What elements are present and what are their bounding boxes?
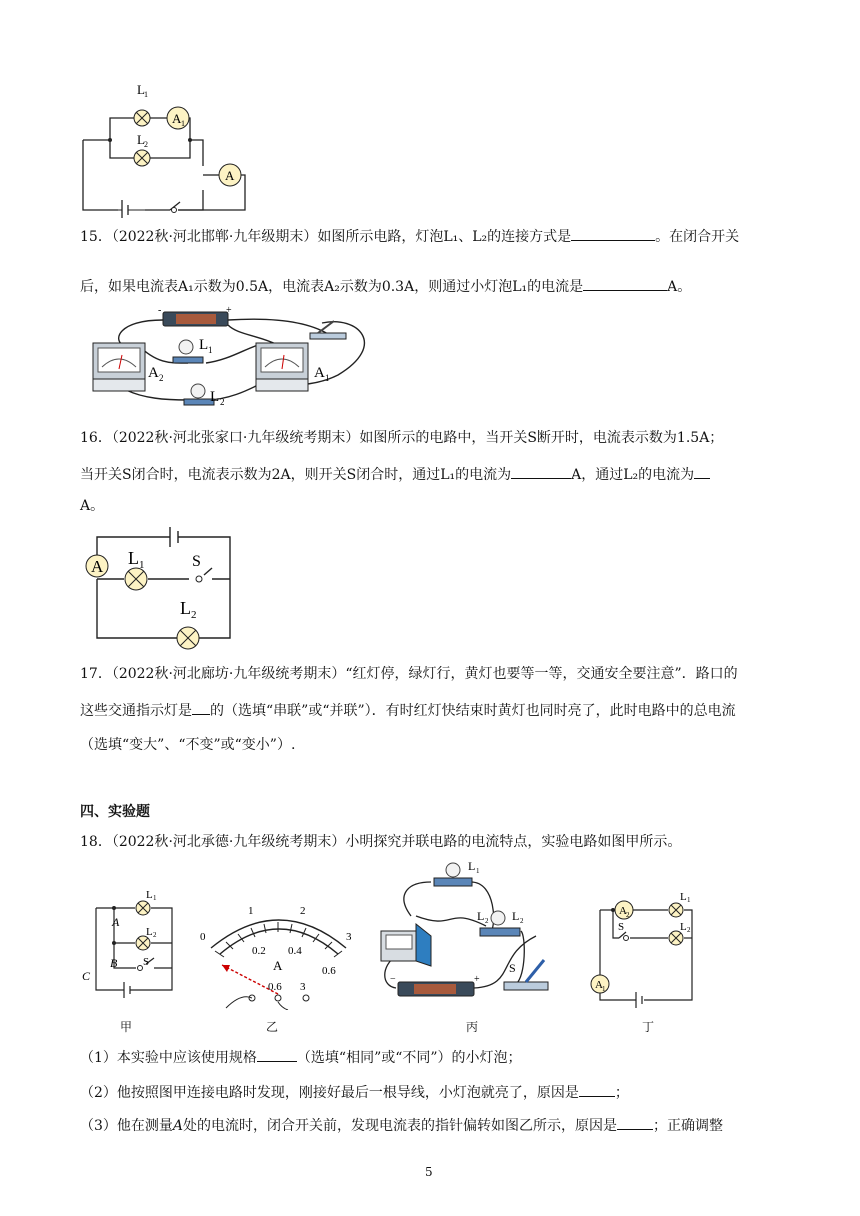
caption-jia: 甲 (120, 1020, 133, 1034)
svg-text:1: 1 (476, 867, 480, 875)
svg-text:S: S (143, 956, 150, 968)
svg-text:L: L (512, 909, 520, 923)
page-number: 5 (425, 1165, 433, 1179)
caption-ding: 丁 (642, 1020, 655, 1034)
top-a-label: A (225, 168, 235, 183)
q18-blank-1[interactable] (257, 1047, 297, 1062)
lamp-l1-symbol (134, 110, 150, 126)
svg-text:L: L (680, 891, 687, 903)
q17-line3: （选填“变大”、“不变”或“变小”）. (80, 737, 296, 753)
svg-text:A: A (273, 958, 283, 973)
svg-text:A: A (112, 915, 120, 929)
q18-sub2: （2）他按照图甲连接电路时发现，刚接好最后一根导线，小灯泡就亮了，原因是 ； (80, 1082, 629, 1103)
figure-jia (80, 888, 180, 1006)
q15-line1: 15．（2022秋·河北邯郸·九年级期末）如图所示电路，灯泡L₁、L₂的连接方式是 。在闭合开关 (80, 226, 739, 247)
svg-text:2: 2 (687, 926, 691, 934)
q16-line2: 当开关S闭合时，电流表示数为2A，则开关S闭合时，通过L₁的电流为 A，通过L₂的电流为 (80, 464, 710, 485)
svg-text:0.6: 0.6 (268, 981, 282, 993)
svg-text:L: L (146, 926, 153, 938)
q18-blank-2[interactable] (579, 1082, 615, 1097)
caption-yi: 乙 (266, 1020, 279, 1034)
q16-l2-label: L (180, 598, 191, 618)
q15-line2: 后，如果电流表A₁示数为0.5A，电流表A₂示数为0.3A，则通过小灯泡L₁的电流是 A。 (80, 276, 691, 297)
svg-text:1: 1 (325, 373, 330, 383)
svg-text:0: 0 (200, 931, 206, 943)
svg-text:B: B (110, 956, 118, 970)
svg-text:−: − (390, 974, 396, 985)
svg-text:-: - (158, 305, 162, 316)
q18-blank-3[interactable] (617, 1115, 653, 1130)
lamp-l2-symbol (134, 150, 150, 166)
svg-text:0.4: 0.4 (288, 945, 302, 957)
svg-text:1: 1 (144, 90, 148, 99)
svg-text:1: 1 (181, 119, 185, 128)
svg-text:S: S (618, 921, 625, 933)
svg-text:2: 2 (153, 931, 157, 939)
ammeter (381, 924, 431, 966)
q16-blank-2[interactable] (694, 464, 710, 479)
svg-text:3: 3 (300, 981, 306, 993)
q15-l1-label: L (199, 337, 209, 353)
svg-text:2: 2 (220, 397, 225, 407)
svg-text:L: L (680, 921, 687, 933)
svg-text:1: 1 (602, 985, 606, 993)
svg-text:3: 3 (346, 931, 352, 943)
q18-sub1: （1）本实验中应该使用规格 （选填“相同”或“不同”）的小灯泡； (80, 1047, 522, 1068)
svg-text:A: A (619, 905, 627, 917)
svg-text:1: 1 (139, 559, 145, 571)
battery-pack (390, 974, 480, 996)
svg-text:A: A (595, 979, 603, 991)
svg-text:S: S (509, 961, 516, 975)
q15-l2-label: L (210, 389, 220, 405)
svg-text:0.6: 0.6 (322, 965, 336, 977)
q17-line1: 17．（2022秋·河北廊坊·九年级统考期末）“红灯停，绿灯行，黄灯也要等一等，交通安全要注意”．路口的 (80, 666, 738, 682)
bulb-l1 (434, 863, 472, 886)
q18-sub3: （3）他在测量A处的电流时，闭合开关前，发现电流表的指针偏转如图乙所示，原因是 ；正确调整 (80, 1115, 723, 1136)
q16-blank-1[interactable] (511, 464, 571, 479)
switch-knife (310, 321, 346, 339)
svg-text:1: 1 (687, 896, 691, 904)
svg-text:+: + (474, 974, 480, 985)
svg-text:2: 2 (520, 917, 524, 925)
q17-line2: 这些交通指示灯是 的（选填“串联”或“并联”）．有时红灯快结束时黄灯也同时亮了，此时电路中的总电流 (80, 700, 736, 721)
svg-text:2: 2 (191, 609, 197, 621)
top-l1-label: L (137, 82, 145, 97)
q16-s-label: S (192, 553, 201, 570)
q15-blank-2[interactable] (583, 276, 667, 291)
q17-blank-1[interactable] (192, 700, 210, 715)
ammeter-a1 (256, 343, 308, 391)
q16-a-label: A (91, 557, 104, 576)
figure-yi-ammeter-dial (196, 898, 362, 1010)
svg-text:0.2: 0.2 (252, 945, 266, 957)
caption-bing: 丙 (466, 1020, 479, 1034)
svg-text:2: 2 (159, 373, 164, 383)
figure-q16-circuit (82, 520, 242, 650)
top-l2-label: L (137, 132, 145, 147)
svg-text:1: 1 (248, 905, 254, 917)
ammeter-a2 (93, 343, 145, 391)
svg-text:L: L (146, 889, 153, 901)
svg-text:+: + (226, 305, 232, 316)
svg-text:2: 2 (300, 905, 306, 917)
svg-text:L: L (477, 909, 485, 923)
q16-l1-label: L (128, 548, 139, 568)
svg-text:2: 2 (626, 911, 630, 919)
svg-text:2: 2 (144, 140, 148, 149)
svg-text:2: 2 (485, 917, 489, 925)
q15-blank-1[interactable] (571, 226, 655, 241)
svg-text:C: C (82, 969, 91, 983)
figure-q14-circuit (70, 78, 260, 218)
q18-intro: 18．（2022秋·河北承德·九年级统考期末）小明探究并联电路的电流特点，实验电路如图甲所示。 (80, 834, 682, 850)
figure-q15-physical-circuit (78, 305, 378, 415)
battery-pack (158, 305, 232, 326)
section-heading: 四、实验题 (80, 804, 150, 820)
q15-a1-label: A (314, 365, 325, 381)
figure-ding (588, 890, 708, 1010)
top-a1-label: A (172, 111, 182, 126)
q16-line1: 16．（2022秋·河北张家口·九年级统考期末）如图所示的电路中，当开关S断开时，电流表示数为1.5A； (80, 430, 724, 446)
figure-bing-physical (376, 856, 566, 1004)
q16-line3: A。 (80, 498, 105, 514)
q15-a2-label: A (148, 365, 159, 381)
svg-text:L: L (468, 859, 476, 873)
svg-text:1: 1 (208, 345, 213, 355)
svg-text:1: 1 (153, 894, 157, 902)
